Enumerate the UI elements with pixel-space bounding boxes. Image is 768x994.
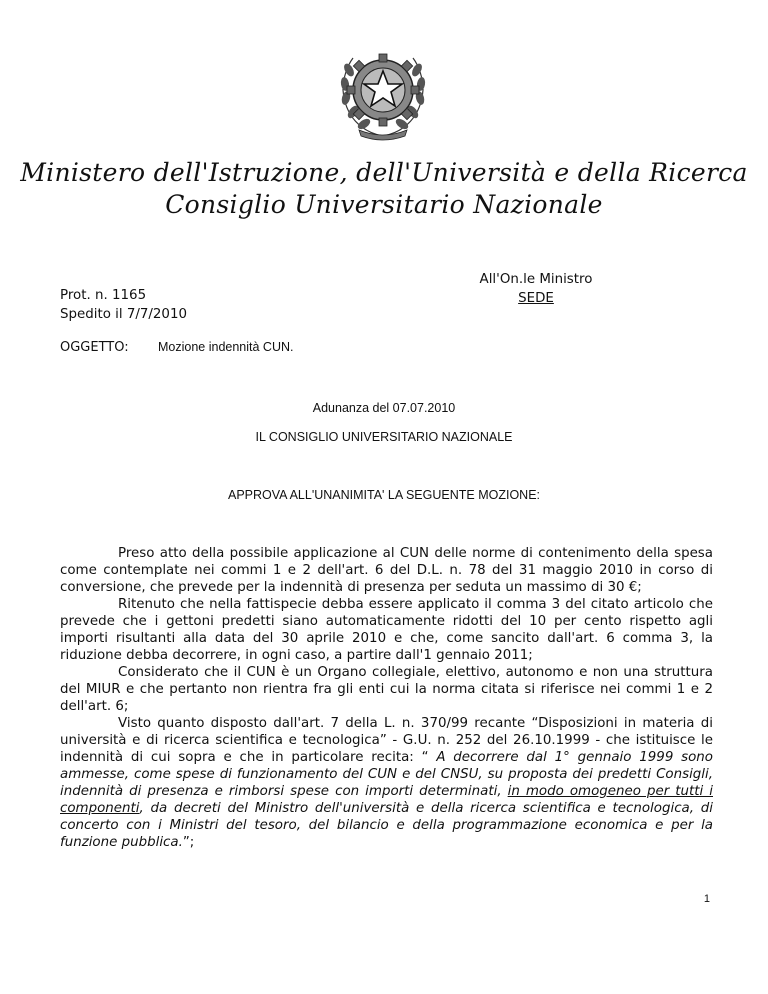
ministry-name: Ministero dell'Istruzione, dell'Università e della Ricerca bbox=[20, 158, 748, 187]
law-quote-part-2: , da decreti del Ministro dell'università e della ricerca scientifica e tecnologica, di concerto con i Ministri del tesoro, del bilancio e della programmazione economica e per la funzione pubblica. bbox=[60, 801, 713, 850]
italian-republic-emblem-icon bbox=[333, 40, 433, 142]
protocol-number: Prot. n. 1165 bbox=[60, 288, 147, 303]
paragraph-ritenuto: Ritenuto che nella fattispecie debba essere applicato il comma 3 del citato articolo che prevede che i gettoni predetti siano automaticamente ridotti del 10 per cento rispetto agli importi risultanti alla data del 30 aprile 2010 e che, come sancito dall'art. 6 comma 3, la riduzione debba decorrere, in ogni caso, a partire dall'1 gennaio 2011; bbox=[60, 597, 713, 663]
recipient-block bbox=[446, 270, 626, 308]
meeting-date: Adunanza del 07.07.2010 bbox=[312, 401, 456, 415]
sent-date: Spedito il 7/7/2010 bbox=[60, 307, 187, 322]
paragraph-visto bbox=[60, 715, 713, 851]
law-quote-part-1: A decorrere dal 1° gennaio 1999 sono ammesse, come spese di funzionamento del CUN e del CNSU, su proposta dei predetti Consigli, indennità di presenza e rimborsi spese con importi determinati, bbox=[60, 750, 713, 799]
subject-text: Mozione indennità CUN. bbox=[158, 340, 294, 354]
paragraph-considerato: Considerato che il CUN è un Organo collegiale, elettivo, autonomo e non una struttura del MIUR e che pertanto non rientra fra gli enti cui la norma citata si riferisce nei commi 1 e 2 dell'art. 6; bbox=[60, 665, 713, 714]
paragraph-visto-end: ”; bbox=[182, 835, 195, 850]
approval-heading: APPROVA ALL'UNANIMITA' LA SEGUENTE MOZIONE: bbox=[227, 488, 541, 502]
council-name: Consiglio Universitario Nazionale bbox=[165, 190, 603, 219]
protocol-block bbox=[60, 286, 187, 324]
page-number: 1 bbox=[703, 893, 710, 905]
recipient-location: SEDE bbox=[518, 291, 554, 306]
subject-label: OGGETTO: bbox=[60, 340, 129, 355]
motion-body bbox=[60, 545, 713, 851]
paragraph-preso-atto: Preso atto della possibile applicazione al CUN delle norme di contenimento della spesa come contemplate nei commi 1 e 2 dell'art. 6 del D.L. n. 78 del 31 maggio 2010 in corso di conversione, che prevede per la indennità di presenza per seduta un massimo di 30 €; bbox=[60, 546, 713, 595]
recipient-name: All'On.le Ministro bbox=[479, 272, 593, 287]
law-quote-underlined: in modo omogeneo per tutti i componenti bbox=[60, 784, 713, 816]
paragraph-visto-intro: Visto quanto disposto dall'art. 7 della L. n. 370/99 recante “Disposizioni in materia di università e di ricerca scientifica e tecnologica” - G.U. n. 252 del 26.10.1999 - che istituisce le indennità di cui sopra e che in particolare recita: “ bbox=[60, 716, 713, 765]
council-heading: IL CONSIGLIO UNIVERSITARIO NAZIONALE bbox=[255, 430, 513, 444]
subject-line bbox=[60, 338, 294, 357]
